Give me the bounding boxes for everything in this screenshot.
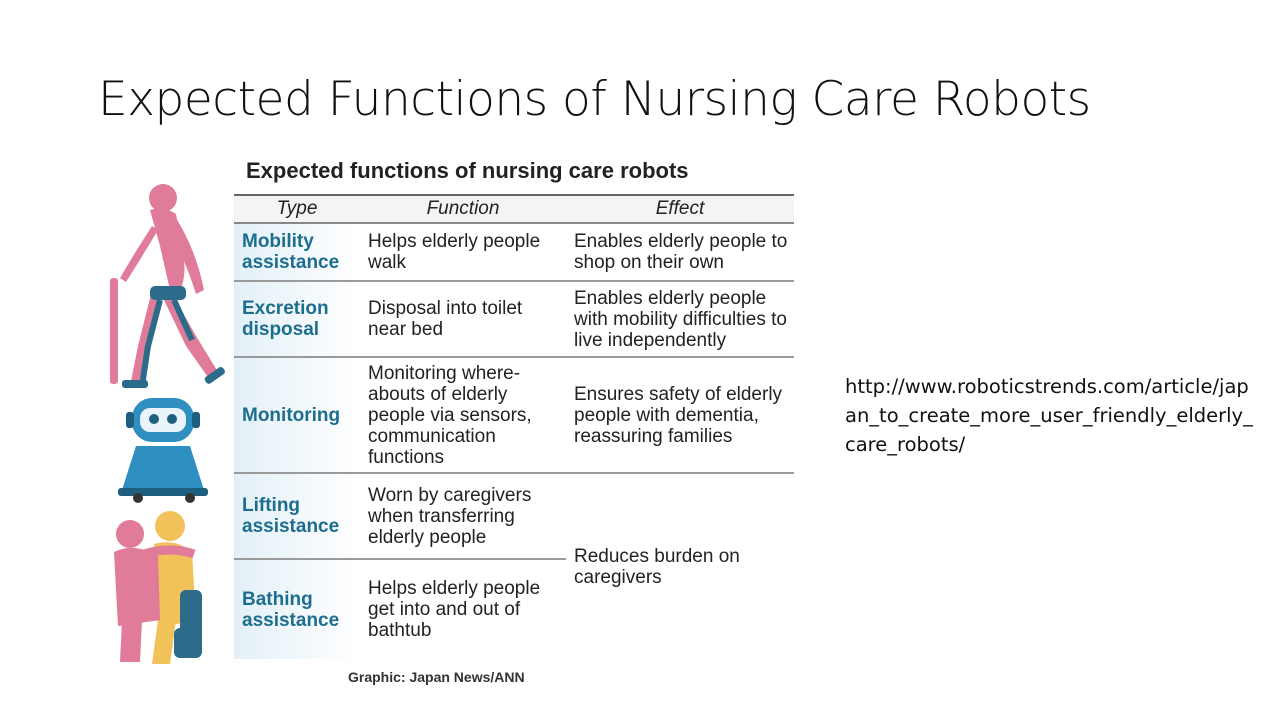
walking-person-with-exoskeleton-icon [110, 184, 226, 388]
row-type: Excretion disposal [234, 281, 360, 357]
slide-title: Expected Functions of Nursing Care Robots [98, 72, 1091, 127]
graphic-credit: Graphic: Japan News/ANN [348, 669, 525, 685]
header-effect: Effect [566, 195, 794, 223]
functions-table [234, 194, 794, 659]
source-url[interactable]: http://www.roboticstrends.com/article/japan_to_create_more_user_friendly_elderly_care_robots/ [845, 375, 1253, 456]
row-function: Helps elderly people walk [360, 223, 566, 281]
row-function: Monitoring where-abouts of elderly people via sensors, communication functions [360, 357, 566, 473]
table-row [234, 223, 794, 281]
nursing-robots-figure [100, 150, 800, 695]
table-row [234, 281, 794, 357]
illustrations [100, 150, 235, 670]
row-type: Mobility assistance [234, 223, 360, 281]
table-header-row [234, 195, 794, 223]
row-function: Helps elderly people get into and out of bathtub [368, 578, 541, 641]
row-effect: Reduces burden on caregivers [574, 545, 740, 588]
row-effect: Ensures safety of elderly people with dementia, reassuring families [566, 357, 794, 473]
row-function: Disposal into toilet near bed [360, 281, 566, 357]
row-type: Bathing assistance [234, 559, 360, 659]
row-function: Worn by caregivers when transferring elderly people [360, 473, 566, 559]
table-title: Expected functions of nursing care robots [246, 158, 689, 183]
caregiver-lifting-person-icon [114, 511, 202, 664]
table-row [234, 357, 794, 473]
row-effect: Enables elderly people to shop on their own [566, 223, 794, 281]
row-type: Lifting assistance [234, 473, 360, 559]
header-function: Function [360, 195, 566, 223]
table-row [234, 473, 794, 559]
row-type: Monitoring [234, 357, 360, 473]
monitoring-robot-icon [118, 398, 208, 503]
row-effect: Enables elderly people with mobility difficulties to live independently [566, 281, 794, 357]
header-type: Type [234, 195, 360, 223]
